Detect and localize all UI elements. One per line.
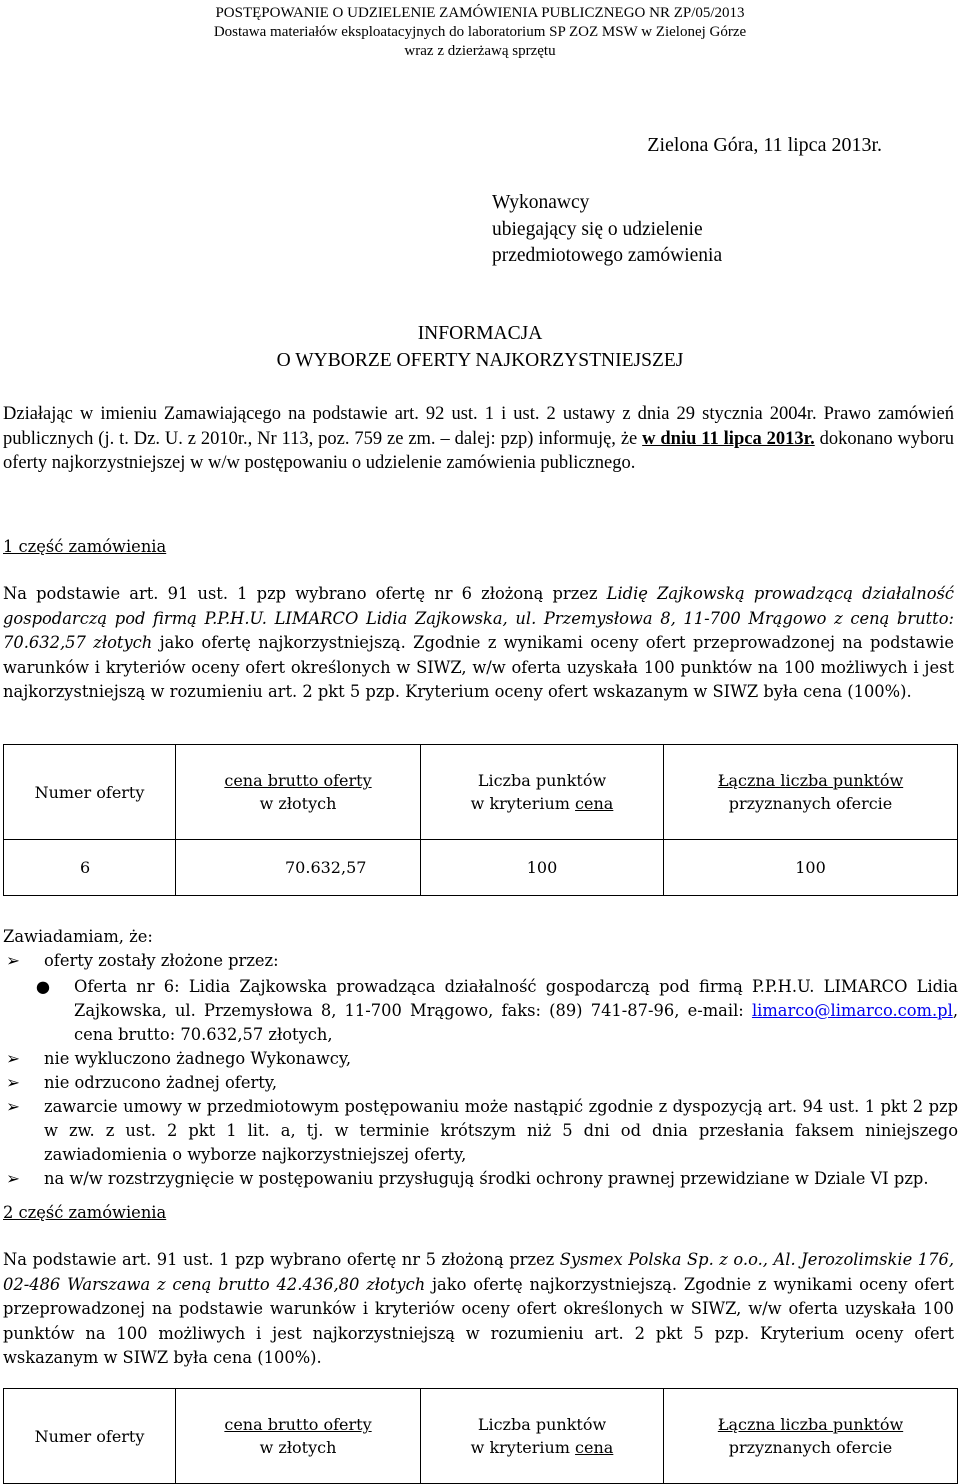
cell-price: 70.632,57 (176, 840, 421, 896)
intro-text-2: dokonano wyboru oferty najkorzystniejszej w w/w postępowaniu o udzielenie zamówienia publicznego. (3, 428, 955, 473)
part2-heading: 2 część zamówienia (3, 1203, 167, 1222)
part1-text-rest: jako ofertę najkorzystniejszą. Zgodnie z wynikami oceny ofert przeprowadzonej na podstawie warunków i kryteriów oceny ofert określonych w SIWZ, w/w oferta uzyskała 100 punktów na 100 możliwych i jest najkorzystniejszą w rozumieniu art. 2 pkt 5 pzp. Kryterium oceny ofert wskazanym w SIWZ była cena (100%). (3, 633, 954, 701)
sub-list-item (3, 975, 958, 1047)
col-points (421, 745, 664, 840)
table-row (4, 840, 958, 896)
part1-results-table (3, 744, 958, 896)
part2-text-rest: jako ofertę najkorzystniejszą. Zgodnie z wynikami oceny ofert przeprowadzonej na podstawie warunków i kryteriów oceny ofert określonych w SIWZ, w/w oferta uzyskała 100 punktów na 100 możliwych i jest najkorzystniejszą w rozumieniu art. 2 pkt 5 pzp. Kryterium oceny ofert wskazanym w SIWZ była cena (100%). (3, 1274, 955, 1367)
col-offer-number (4, 1389, 176, 1484)
header-line-2: Dostawa materiałów eksploatacyjnych do laboratorium SP ZOZ MSW w Zielonej Górze (213, 24, 747, 40)
col-total-points-label: Łączna liczba punktów (717, 771, 904, 790)
list-item (3, 1095, 958, 1167)
col-total-points-sub: przyznanych ofercie (728, 1438, 893, 1457)
list-item-text: oferty zostały złożone przez: (44, 951, 279, 970)
col-gross-price-label: cena brutto oferty (224, 771, 372, 790)
title-line-1: INFORMACJA (417, 323, 543, 344)
cell-offer-number: 6 (4, 840, 176, 896)
cell-total-points: 100 (664, 840, 958, 896)
cell-points: 100 (421, 840, 664, 896)
list-item (3, 1167, 958, 1191)
arrow-bullet-icon: ➢ (6, 1169, 20, 1188)
part1-paragraph (3, 582, 954, 705)
part1-heading: 1 część zamówienia (3, 537, 167, 556)
col-offer-number (4, 745, 176, 840)
part1-text: Na podstawie art. 91 ust. 1 pzp wybrano ofertę nr 6 złożoną przez (3, 584, 607, 603)
arrow-bullet-icon: ➢ (6, 951, 20, 970)
list-item-text: nie odrzucono żadnej oferty, (44, 1073, 278, 1092)
list-item-text: na w/w rozstrzygnięcie w postępowaniu przysługują środki ochrony prawnej przewidziane w Dziale VI pzp. (44, 1169, 929, 1188)
col-gross-price (176, 1389, 421, 1484)
addressee-line-1: Wykonawcy (492, 192, 590, 213)
offer-details-text: Oferta nr 6: Lidia Zajkowska prowadząca działalność gospodarczą pod firmą P.P.H.U. LIMARCO Lidia Zajkowska, ul. Przemysłowa 8, 11-700 Mrągowo, faks: (89) 741-87-96, e-mail: (74, 977, 958, 1020)
col-offer-number-label: Numer oferty (34, 782, 145, 802)
intro-text-1: Działając w imieniu Zamawiającego na podstawie art. 92 ust. 1 i ust. 2 ustawy z dnia 29 stycznia 2004r. Prawo zamówień publicznych (j. t. Dz. U. z 2010r., Nr 113, poz. 759 ze zm. – dalej: pzp) informuję, że (3, 404, 954, 449)
part2-results-table (3, 1388, 958, 1484)
part1-winner: Lidię Zajkowską prowadzącą działalność gospodarczą pod firmą P.P.H.U. LIMARCO Lidia Zajkowska, ul. Przemysłowa 8, 11-700 Mrągowo z ceną brutto: 70.632,57 złotych (3, 584, 955, 652)
document-header (0, 4, 960, 61)
addressee-block (492, 190, 722, 270)
col-total-points-sub: przyznanych ofercie (728, 794, 893, 813)
col-total-points-label: Łączna liczba punktów (717, 1415, 904, 1434)
arrow-bullet-icon: ➢ (6, 1073, 20, 1092)
col-points-criterion: w kryterium (470, 794, 576, 813)
list-item-text: nie wykluczono żadnego Wykonawcy, (44, 1049, 352, 1068)
notice-section (3, 925, 958, 1191)
header-line-3: wraz z dzierżawą sprzętu (404, 43, 556, 59)
col-total-points (664, 1389, 958, 1484)
list-item (3, 1071, 958, 1095)
header-line-1: POSTĘPOWANIE O UDZIELENIE ZAMÓWIENIA PUBLICZNEGO NR ZP/05/2013 (215, 5, 745, 21)
col-gross-price (176, 745, 421, 840)
title-line-2: O WYBORZE OFERTY NAJKORZYSTNIEJSZEJ (276, 350, 684, 371)
col-points-criterion-name: cena (575, 1438, 614, 1457)
col-gross-price-unit: w złotych (259, 1438, 337, 1457)
addressee-line-2: ubiegający się o udzielenie (492, 218, 703, 240)
arrow-bullet-icon: ➢ (6, 1097, 20, 1116)
col-points (421, 1389, 664, 1484)
list-item (3, 1047, 958, 1071)
notice-title: Zawiadamiam, że: (3, 927, 153, 946)
dot-bullet-icon: ● (35, 977, 51, 996)
col-gross-price-label: cena brutto oferty (224, 1415, 372, 1434)
part2-text: Na podstawie art. 91 ust. 1 pzp wybrano ofertę nr 5 złożoną przez (3, 1250, 560, 1269)
list-item (3, 949, 958, 973)
table-header-row (4, 745, 958, 840)
email-link[interactable]: limarco@limarco.com.pl (751, 1001, 953, 1020)
document-date: Zielona Góra, 11 lipca 2013r. (647, 134, 882, 156)
col-points-criterion-name: cena (575, 794, 614, 813)
arrow-bullet-icon: ➢ (6, 1049, 20, 1068)
offer-price-text: , cena brutto: 70.632,57 złotych, (74, 1001, 958, 1044)
document-title (0, 320, 960, 374)
part2-paragraph (3, 1248, 954, 1371)
list-item-text: zawarcie umowy w przedmiotowym postępowaniu może nastąpić zgodnie z dyspozycją art. 94 ust. 1 pkt 2 pzp w zw. z ust. 2 pkt 1 lit. a, tj. w terminie krótszym niż 5 dni od dnia przesłania faksem niniejszego zawiadomienia o wyborze najkorzystniejszej oferty, (44, 1097, 958, 1164)
col-gross-price-unit: w złotych (259, 794, 337, 813)
col-total-points (664, 745, 958, 840)
col-points-label: Liczba punktów (477, 771, 607, 790)
addressee-line-3: przedmiotowego zamówienia (492, 245, 723, 266)
part2-winner: Sysmex Polska Sp. z o.o., Al. Jerozolimskie 176, 02-486 Warszawa z ceną brutto 42.436,80 złotych (3, 1250, 954, 1294)
col-points-criterion: w kryterium (470, 1438, 576, 1457)
table-header-row (4, 1389, 958, 1484)
col-offer-number-label: Numer oferty (34, 1426, 145, 1446)
col-points-label: Liczba punktów (477, 1415, 607, 1434)
intro-paragraph (3, 402, 954, 476)
intro-decision-date: w dniu 11 lipca 2013r. (642, 428, 815, 449)
